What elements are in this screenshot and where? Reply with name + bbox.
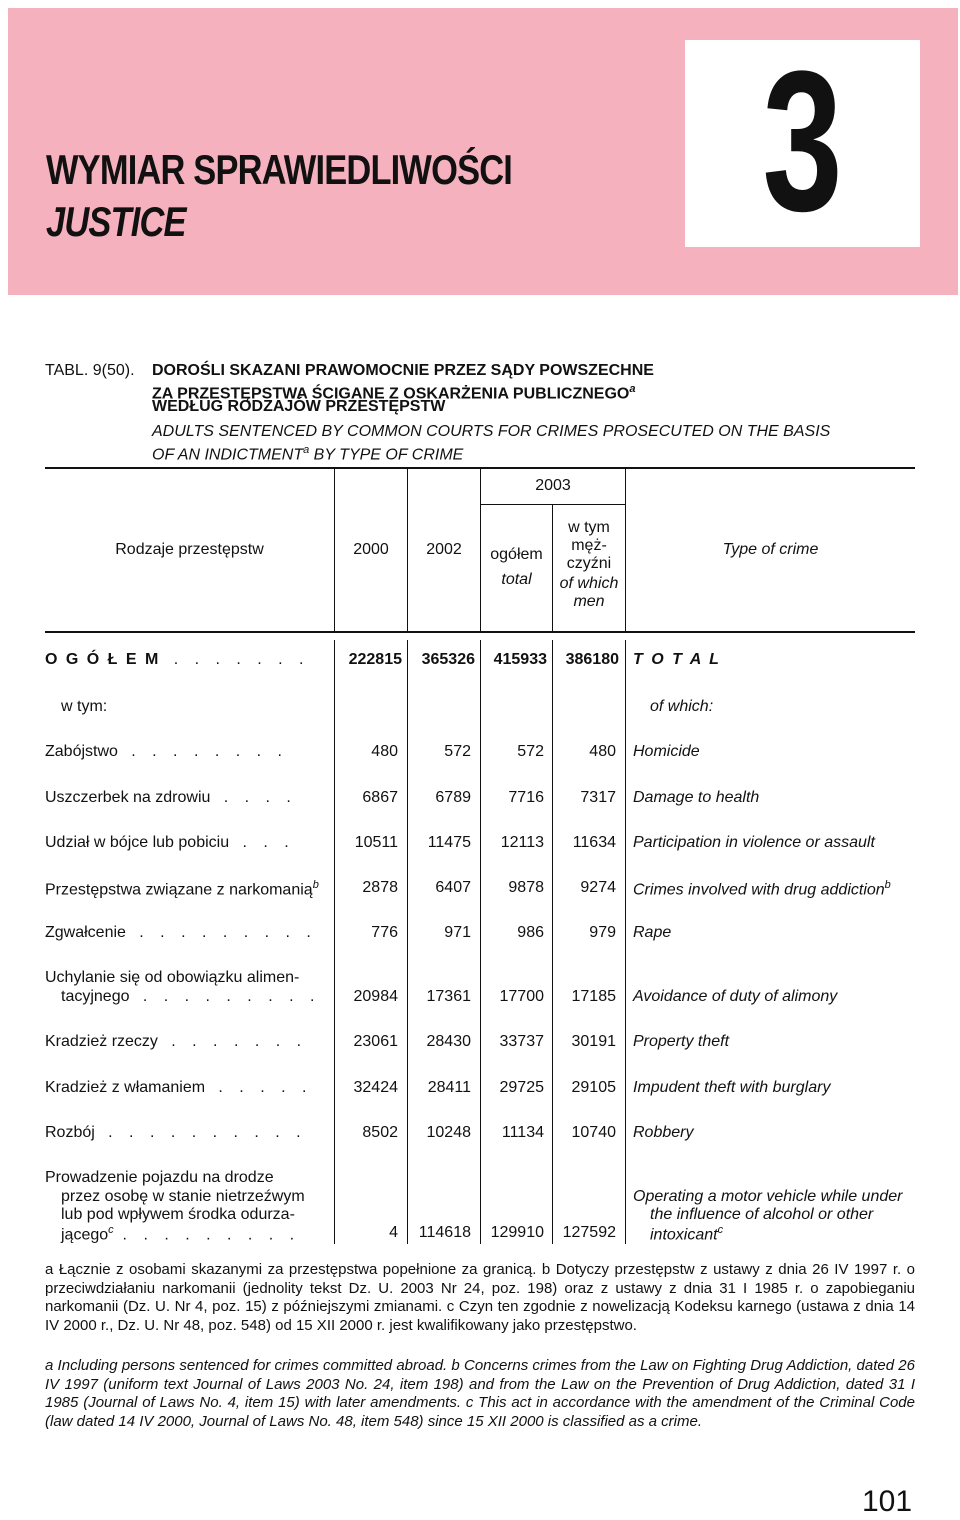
header-2003: 2003 bbox=[535, 477, 571, 494]
chapter-title-en: JUSTICE bbox=[46, 198, 186, 245]
col-divider bbox=[625, 640, 626, 1244]
col-divider bbox=[480, 640, 481, 1244]
year-span-rule bbox=[481, 504, 625, 505]
table-label: TABL. 9(50). bbox=[45, 362, 135, 379]
col-divider bbox=[334, 640, 335, 1244]
chapter-number-box bbox=[685, 30, 920, 253]
chapter-banner bbox=[8, 8, 958, 295]
title-pl-line1: DOROŚLI SKAZANI PRAWOMOCNIE PRZEZ SĄDY POWSZECHNE bbox=[152, 362, 654, 379]
chapter-title-pl: WYMIAR SPRAWIEDLIWOŚCI bbox=[46, 146, 513, 193]
footnote-pl: a Łącznie z osobami skazanymi za przestępstwa popełnione za granicą. b Dotyczy przestępstw z ustawy z dnia 26 IV 1997 r. o przeciwdziałaniu narkomanii (jednolity tekst Dz. U. 2003 Nr 24, poz. 198) oraz z ustawy z dnia 31 I 1985 r. o zapobieganiu narkomanii (Dz. U. Nr 4, poz. 15) z późniejszymi zmianami. c Czyn ten zgodnie z nowelizacją Kodeksu karnego (ustawa z dnia 14 IV 2000 r., Dz. U. Nr 48, poz. 548) od 15 XII 2000 r. jest kwalifikowany jako przestępstwo. bbox=[45, 1261, 915, 1334]
col-divider bbox=[407, 640, 408, 1244]
page-number: 101 bbox=[862, 1485, 913, 1518]
header-type-en: Type of crime bbox=[722, 541, 819, 558]
title-en-line2: OF AN INDICTMENT$^a$ BY TYPE OF CRIME bbox=[152, 444, 464, 464]
col-divider bbox=[552, 640, 553, 1244]
header-2000: 2000 bbox=[353, 541, 389, 558]
header-type-pl: Rodzaje przestępstw bbox=[115, 541, 264, 558]
chapter-number: 3 bbox=[762, 30, 843, 253]
title-en-line1: ADULTS SENTENCED BY COMMON COURTS FOR CRIMES PROSECUTED ON THE BASIS bbox=[152, 423, 831, 440]
header-total-pl: ogółem bbox=[490, 546, 543, 563]
header-total-en: total bbox=[501, 571, 532, 588]
header-men: w tym męż- czyźni of which men bbox=[559, 519, 619, 610]
title-pl-line3: WEDŁUG RODZAJÓW PRZESTĘPSTW bbox=[152, 398, 446, 415]
header-2002: 2002 bbox=[426, 541, 462, 558]
title-pl-line2: ZA PRZESTĘPSTWA ŚCIGANE Z OSKARŻENIA PUBLICZNEGO$^a$ bbox=[152, 383, 636, 403]
footnote-en: a Including persons sentenced for crimes committed abroad. b Concerns crimes from the Law on Fighting Drug Addiction, dated 26 IV 1997 (uniform text Journal of Laws 2003 No. 24, item 198) and from the Law on the Prevention of Drug Addiction, dated 31 I 1985 (Journal of Laws No. 4, item 15) with later amendments. c This act in accordance with the amendment of the Criminal Code (law dated 14 IV 2000, Journal of Laws No. 48, item 548) since 15 XII 2000 is classified as a crime. bbox=[45, 1357, 915, 1430]
